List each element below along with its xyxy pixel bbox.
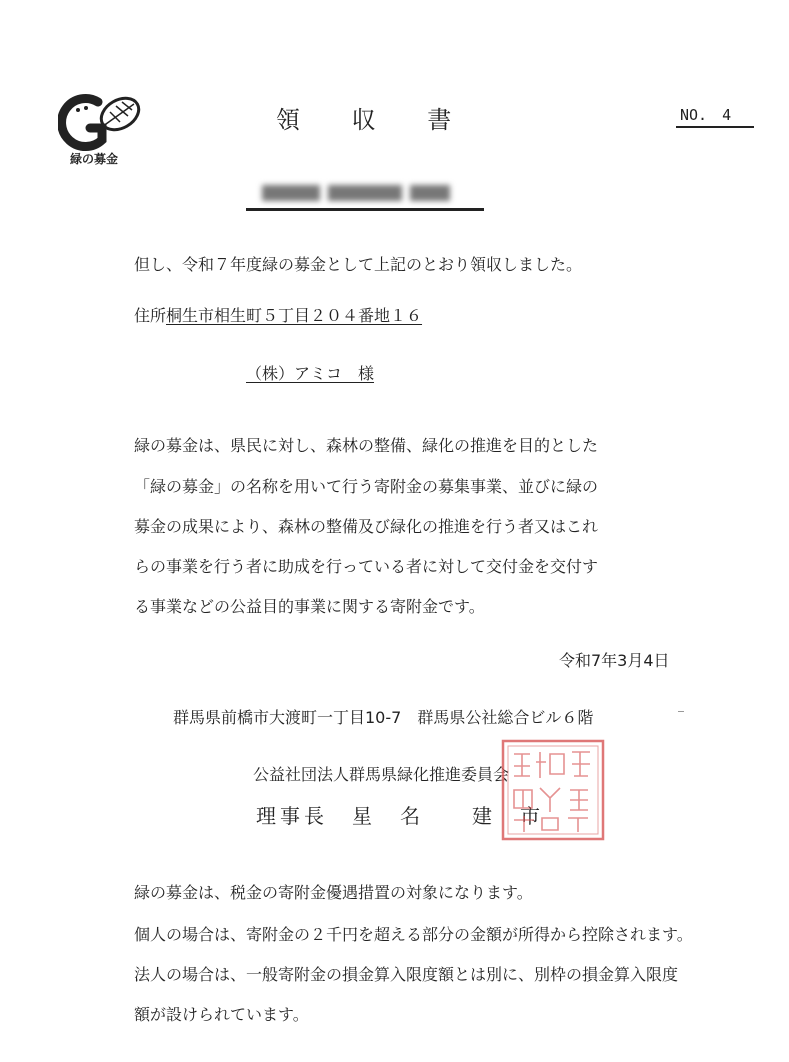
description-line: る事業などの公益目的事業に関する寄附金です。	[134, 597, 485, 616]
amount-underline	[246, 208, 484, 211]
description-line: 緑の募金は、県民に対し、森林の整備、緑化の推進を目的とした	[134, 436, 599, 455]
description-line: 「緑の募金」の名称を用いて行う寄附金の募集事業、並びに緑の	[134, 477, 599, 496]
seal-stamp-icon	[500, 738, 606, 842]
receipt-purpose: 但し、令和７年度緑の募金として上記のとおり領収しました。	[134, 255, 583, 274]
divider	[678, 711, 684, 712]
note-line: 額が設けられています。	[134, 1005, 309, 1024]
note-line: 個人の場合は、寄附金の２千円を超える部分の金額が所得から控除されます。	[134, 925, 693, 944]
issuer-representative: 理事長 星 名 建 市	[256, 804, 544, 828]
issuer-address: 群馬県前橋市大渡町一丁目10-7 群馬県公社総合ビル６階	[173, 708, 594, 727]
address-row	[134, 303, 422, 326]
note-line: 法人の場合は、一般寄附金の損金算入限度額とは別に、別枠の損金算入限度	[134, 965, 679, 984]
description-line: らの事業を行う者に助成を行っている者に対して交付金を交付す	[134, 557, 599, 576]
address-value: 桐生市相生町５丁目２０４番地１６	[166, 306, 423, 325]
issue-date: 令和7年3月4日	[559, 651, 670, 670]
recipient-name: （株）アミコ 様	[246, 364, 375, 383]
note-line: 緑の募金は、税金の寄附金優遇措置の対象になります。	[134, 883, 533, 902]
issuer-organization: 公益社団法人群馬県緑化推進委員会	[253, 765, 510, 784]
address-label: 住所	[134, 306, 167, 325]
description-line: 募金の成果により、森林の整備及び緑化の推進を行う者又はこれ	[134, 517, 599, 536]
receipt-number: NO. 4	[680, 106, 732, 124]
page-title: 領 収 書	[276, 106, 474, 134]
redacted-amount	[262, 180, 472, 206]
receipt-number-underline	[676, 126, 754, 128]
logo-text: 緑の募金	[70, 152, 119, 166]
